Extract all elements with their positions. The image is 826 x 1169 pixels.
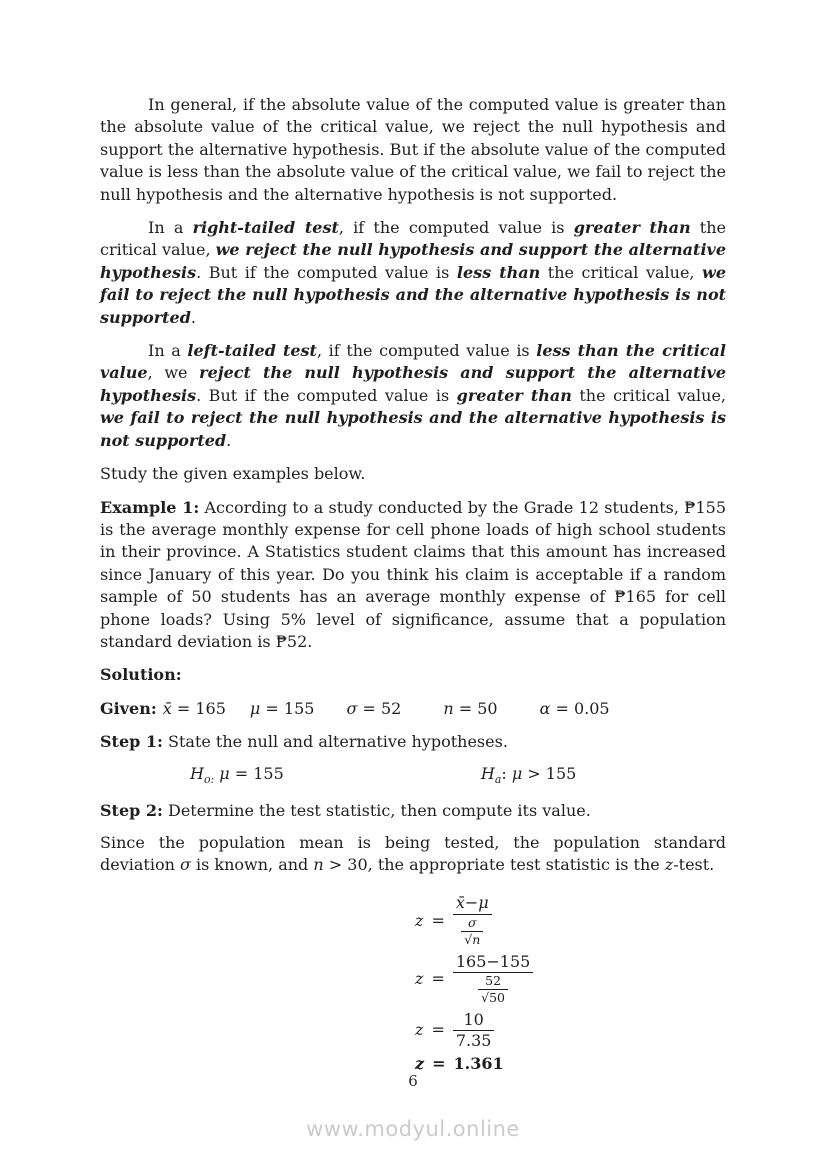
eq3-equals: = — [431, 1020, 445, 1040]
equation-z-formula — [415, 894, 726, 947]
eq4-equals: = — [432, 1054, 446, 1074]
eq2-denominator — [453, 972, 533, 1006]
page-content — [100, 94, 726, 1079]
given-alpha — [540, 699, 610, 718]
step1-label: Step 1: — [100, 732, 163, 752]
xbar-symbol: x̄ — [162, 698, 172, 718]
given-mu — [250, 699, 315, 718]
eq1-lhs: z — [415, 910, 424, 930]
hypotheses-line — [100, 763, 726, 792]
equation-z-simplified — [415, 1011, 726, 1051]
sigma-symbol: σ — [346, 698, 358, 718]
given-sigma — [346, 699, 401, 718]
paragraph-right-tailed-test: In a right-tailed test, if the computed value is greater than the critical value, we reject the null hypothesis and support the alternative hypothesis. But if the computed value is less than the critical value, we fail to reject the null hypothesis and the alternative hypothesis is not supported. — [100, 218, 727, 327]
math-block — [415, 894, 726, 1073]
eq3-lhs: z — [415, 1020, 424, 1040]
paragraph-example-1: Example 1: According to a study conducted by the Grade 12 students, ₱155 is the average monthly expense for cell phone loads of high school students in their province. A Statistics student claims that this amount has increased since January of this year. Do you think his claim is acceptable if a random sample of 50 students has an average monthly expense of ₱165 for cell phone loads? Using 5% level of significance, assume that a population standard deviation is ₱52. — [100, 497, 726, 651]
eq2-nested-denominator: √50 — [478, 989, 508, 1005]
given-n — [443, 699, 497, 718]
n-symbol: n — [443, 698, 454, 718]
xbar-value: = 165 — [171, 698, 226, 718]
paragraph-step2-explanation: Since the population mean is being tested, the population standard deviation σ is known, and n > 30, the appropriate test statistic is the z-test. — [100, 832, 726, 874]
eq1-numerator: x̄−μ — [455, 893, 489, 913]
eq1-nested-denominator: √n — [461, 931, 483, 947]
eq2-fraction — [453, 953, 533, 1006]
eq2-nested-numerator: 52 — [485, 972, 502, 988]
step1-text: State the null and alternative hypotheses. — [162, 732, 508, 752]
given-label: Given: — [100, 698, 157, 718]
eq2-numerator: 165−155 — [455, 951, 531, 971]
step2-text: Determine the test statistic, then compute its value. — [162, 801, 591, 821]
eq1-nested-numerator: σ — [467, 914, 477, 930]
eq1-nested-fraction — [461, 916, 483, 948]
alternative-hypothesis: $H_a$: μ > 155 — [480, 763, 577, 786]
eq1-fraction — [453, 894, 492, 947]
n-value: = 50 — [453, 698, 498, 718]
eq2-lhs: z — [415, 968, 424, 988]
given-line — [100, 698, 726, 720]
mu-value: = 155 — [260, 698, 315, 718]
paragraph-left-tailed-test: In a left-tailed test, if the computed value is less than the critical value, we reject the null hypothesis and support the alternative hypothesis. But if the computed value is greater than the critical value, we fail to reject the null hypothesis and the alternative hypothesis is not supported. — [100, 341, 727, 450]
eq2-equals: = — [431, 968, 445, 988]
eq1-equals: = — [431, 910, 445, 930]
eq3-numerator: 10 — [463, 1009, 484, 1029]
eq4-lhs: z — [415, 1054, 425, 1074]
study-examples-line: Study the given examples below. — [100, 464, 366, 484]
step2-label: Step 2: — [100, 801, 163, 821]
page-number: 6 — [408, 1072, 418, 1090]
alpha-symbol: α — [539, 698, 551, 718]
eq1-denominator — [453, 914, 492, 948]
given-xbar — [163, 699, 226, 718]
null-hypothesis: $H_{o:}$ μ = 155 — [190, 763, 284, 786]
watermark: www.modyul.online — [306, 1117, 520, 1141]
step1-line — [100, 731, 726, 753]
alpha-value: = 0.05 — [550, 698, 610, 718]
eq2-nested-fraction — [478, 974, 508, 1006]
paragraph-general-rule: In general, if the absolute value of the computed value is greater than the absolute value of the critical value, we reject the null hypothesis and support the alternative hypothesis. But if the absolute value of the computed value is less than the absolute value of the critical value, we fail to reject the null hypothesis and the alternative hypothesis is not supported. — [100, 95, 726, 204]
equation-z-substituted — [415, 953, 726, 1006]
eq3-denominator: 7.35 — [453, 1030, 495, 1050]
step2-line — [100, 800, 726, 822]
eq3-fraction — [453, 1011, 495, 1051]
sigma-value: = 52 — [357, 698, 402, 718]
solution-label: Solution: — [100, 665, 182, 685]
eq4-result-value: 1.361 — [453, 1054, 504, 1074]
mu-symbol: μ — [249, 698, 261, 718]
